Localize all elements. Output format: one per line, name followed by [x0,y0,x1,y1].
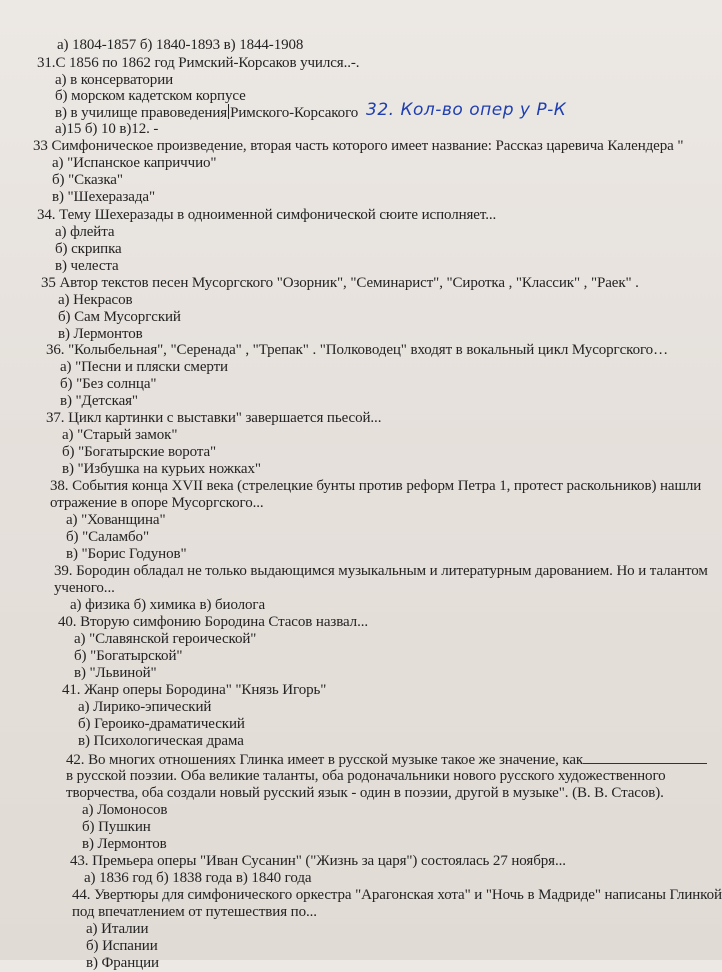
question-42 [66,751,707,769]
question-34: 34. Тему Шехеразады в одноименной симфонической сюите исполняет... [37,207,497,223]
q36-option-c: в) "Детская" [60,393,138,409]
question-39-cont: ученого... [54,580,115,596]
question-43: 43. Премьера оперы "Иван Сусанин" ("Жизнь за царя") состоялась 27 ноября... [70,853,566,869]
q38-option-a: а) "Хованщина" [66,512,166,528]
question-44: 44. Увертюры для симфонического оркестра "Арагонская хота" и "Ночь в Мадриде" написаны Глинкой [72,887,722,903]
q37-option-a: а) "Старый замок" [62,427,178,443]
question-39: 39. Бородин обладал не только выдающимся музыкальным и литературным дарованием. Но и талантом [54,563,708,579]
q33-option-a: а) "Испанское каприччио" [52,155,217,171]
q44-option-b: б) Испании [86,938,158,954]
q41-option-c: в) Психологическая драма [78,733,244,749]
text-cursor [228,104,229,119]
handwritten-note: 32. Кол-во опер у Р-К [366,100,567,120]
question-37: 37. Цикл картинки с выставки" завершается пьесой... [46,410,382,426]
q43-options: а) 1836 год б) 1838 года в) 1840 года [84,870,312,886]
q37-option-b: б) "Богатырские ворота" [62,444,217,460]
q33-option-b: б) "Сказка" [52,172,123,188]
question-31: 31.С 1856 по 1862 год Римский-Корсаков учился..-. [37,55,360,71]
question-35: 35 Автор текстов песен Мусоргского "Озорник", "Семинарист", "Сиротка , "Классик" , "Раек" . [41,275,639,291]
answer-blank [583,751,707,764]
q42-option-c: в) Лермонтов [82,836,167,852]
q40-option-b: б) "Богатырской" [74,648,183,664]
q35-option-c: в) Лермонтов [58,326,143,342]
q38-option-c: в) "Борис Годунов" [66,546,187,562]
q35-option-b: б) Сам Мусоргский [58,309,181,325]
question-36: 36. "Колыбельная", "Серенада" , "Трепак" . "Полководец" входят в вокальный цикл Мусоргского… [46,342,668,358]
q41-option-a: а) Лирико-эпический [78,699,212,715]
question-44-cont: под впечатлением от путешествия по... [72,904,317,920]
q39-options: а) физика б) химика в) биолога [70,597,266,613]
q38-option-b: б) "Саламбо" [66,529,149,545]
question-38-cont: отражение в опоре Мусоргского... [50,495,264,511]
q33-option-c: в) "Шехеразада" [52,189,155,205]
q32-options: а)15 б) 10 в)12. - [55,121,159,137]
question-42-cont-1: в русской поэзии. Оба великие таланты, оба родоначальники нового русского художественного [66,768,666,784]
q42-option-a: а) Ломоносов [82,802,168,818]
q34-option-a: а) флейта [55,224,115,240]
q40-option-c: в) "Львиной" [74,665,157,681]
q34-option-b: б) скрипка [55,241,122,257]
question-41: 41. Жанр оперы Бородина" "Князь Игорь" [62,682,327,698]
q37-option-c: в) "Избушка на курьих ножках" [62,461,261,477]
question-40: 40. Вторую симфонию Бородина Стасов назвал... [58,614,369,630]
q31-option-a: а) в консерватории [55,72,174,88]
q31-option-c [55,104,358,122]
q35-option-a: а) Некрасов [58,292,133,308]
question-42-text: 42. Во многих отношениях Глинка имеет в русской музыке такое же значение, как [66,752,584,768]
q30-options: а) 1804-1857 б) 1840-1893 в) 1844-1908 [57,37,304,53]
q31-option-b: б) морском кадетском корпусе [55,88,246,104]
question-38: 38. События конца XVII века (стрелецкие бунты против реформ Петра 1, протест раскольников) нашли [50,478,702,494]
q41-option-b: б) Героико-драматический [78,716,245,732]
q36-option-b: б) "Без солнца" [60,376,157,392]
question-33: 33 Симфоническое произведение, вторая часть которого имеет название: Рассказ царевича Календера " [33,138,684,154]
q44-option-a: а) Италии [86,921,149,937]
q40-option-a: а) "Славянской героической" [74,631,257,647]
q42-option-b: б) Пушкин [82,819,151,835]
q32-fragment: Римского-Корсакого [230,105,359,121]
question-42-cont-2: творчества, оба создали новый русский язык - один в поэзии, другой в музыке". (В. В. Стасов). [66,785,664,801]
q44-option-c: в) Франции [86,955,159,971]
q34-option-c: в) челеста [55,258,119,274]
q36-option-a: а) "Песни и пляски смерти [60,359,228,375]
q31-option-c-text: в) в училище правоведения [55,105,228,121]
